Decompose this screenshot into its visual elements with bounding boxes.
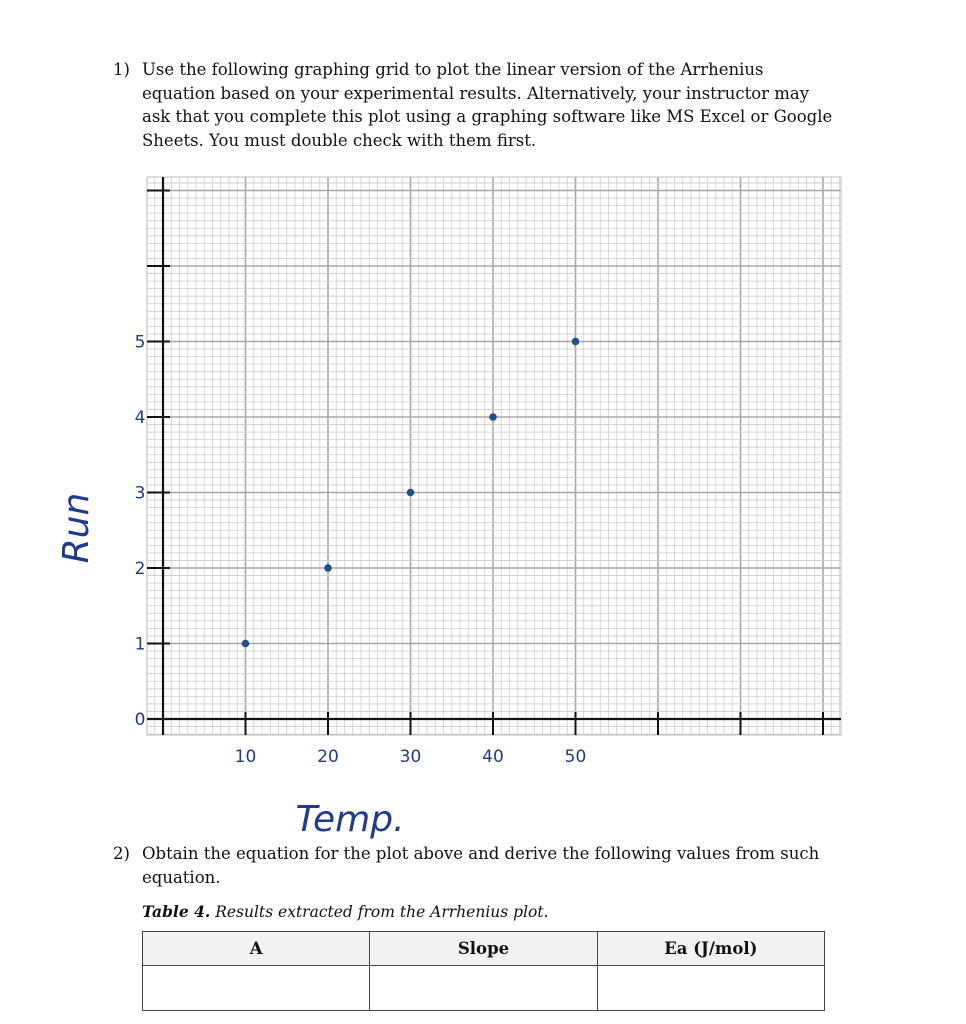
question-2-number: 2): [113, 844, 130, 863]
x-tick-label: 50: [564, 747, 587, 767]
table-caption-label: Table 4.: [142, 902, 211, 921]
table-caption-text: Results extracted from the Arrhenius plot.: [210, 903, 549, 921]
x-axis-title: Temp.: [295, 799, 405, 840]
plot-marks: [56, 333, 586, 841]
question-2-text: Obtain the equation for the plot above and derive the following values from such equation.: [142, 844, 820, 887]
data-point: [407, 489, 415, 497]
question-1-number: 1): [113, 60, 130, 79]
graph-grid: [147, 177, 841, 735]
x-tick-label: 10: [234, 747, 257, 767]
x-tick-label: 30: [399, 747, 422, 767]
data-point: [489, 413, 497, 421]
results-table: [142, 931, 825, 1011]
y-tick-label: 4: [134, 408, 146, 428]
y-tick-label: 3: [134, 483, 146, 504]
header-ea: Ea (J/mol): [597, 932, 824, 966]
cell-ea[interactable]: [597, 966, 824, 1011]
y-tick-label: 5: [134, 332, 146, 353]
y-tick-label: 1: [134, 634, 146, 655]
y-tick-label: 0: [134, 710, 146, 730]
data-point: [324, 564, 332, 572]
cell-slope[interactable]: [370, 966, 597, 1011]
header-slope: Slope: [370, 932, 597, 966]
x-tick-label: 40: [482, 747, 504, 767]
x-tick-label: 20: [317, 747, 339, 767]
cell-a[interactable]: [143, 966, 370, 1011]
y-axis-title: Run: [56, 492, 97, 564]
data-point: [572, 338, 580, 346]
y-tick-label: 2: [134, 559, 146, 579]
data-point: [242, 640, 250, 648]
table-header-row: [143, 932, 825, 966]
table-caption: [142, 902, 549, 921]
table-row: [143, 966, 825, 1011]
header-a: A: [143, 932, 370, 966]
question-1-text: Use the following graphing grid to plot the linear version of the Arrhenius equation based on your experimental results. Alternatively, your instructor may ask that you complete this plot using a graphing software like MS Excel or Google Sheets. You must double check with them first.: [142, 60, 833, 150]
question-2: [113, 842, 843, 890]
